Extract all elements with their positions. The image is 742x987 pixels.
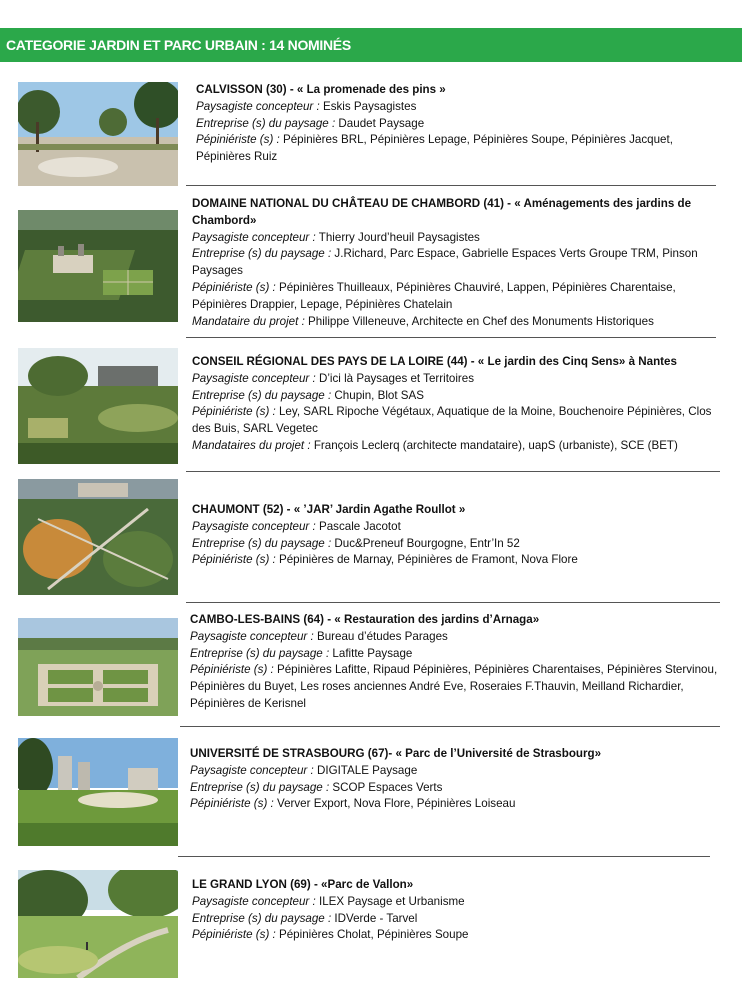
photo-chambord (18, 210, 178, 322)
detail-value: Pépinières de Marnay, Pépinières de Framont, Nova Flore (275, 553, 578, 567)
separator-line (178, 856, 710, 857)
detail-value: D’ici là Paysages et Territoires (315, 371, 475, 385)
detail-label: Entreprise (s) du paysage : (192, 388, 332, 402)
detail-label: Paysagiste concepteur : (192, 894, 316, 908)
entry-cambo-les-bains (190, 612, 730, 713)
detail-value: Philippe Villeneuve, Architecte en Chef des Monuments Historiques (304, 314, 654, 328)
photo-strasbourg (18, 738, 178, 846)
detail-label: Entreprise (s) du paysage : (192, 247, 332, 261)
entry-detail (192, 438, 722, 455)
entry-detail (190, 629, 730, 646)
detail-label: Pépiniériste (s) : (192, 405, 276, 419)
detail-label: Paysagiste concepteur : (192, 371, 316, 385)
entry-detail (196, 116, 726, 133)
entry-detail (190, 662, 730, 712)
entry-detail (190, 763, 730, 780)
separator-line (186, 185, 716, 186)
entry-title: CALVISSON (30) - « La promenade des pins » (196, 83, 446, 96)
entry-detail (192, 519, 722, 536)
entry-detail (192, 404, 722, 438)
photo-grand-lyon (18, 870, 178, 978)
photo-calvisson (18, 82, 178, 186)
category-title: CATEGORIE JARDIN ET PARC URBAIN : 14 NOMINÉS (6, 37, 351, 53)
detail-value: Pépinières Cholat, Pépinières Soupe (275, 928, 469, 942)
detail-label: Paysagiste concepteur : (192, 230, 316, 244)
photo-chaumont (18, 479, 178, 595)
detail-value: SCOP Espaces Verts (329, 780, 443, 794)
separator-line (186, 602, 720, 603)
detail-value: Lafitte Paysage (329, 646, 413, 660)
entry-title: DOMAINE NATIONAL DU CHÂTEAU DE CHAMBORD (41) - « Aménagements des jardins de Chambord» (192, 197, 692, 227)
detail-label: Entreprise (s) du paysage : (192, 536, 332, 550)
entry-title: CHAUMONT (52) - « ’JAR’ Jardin Agathe Roullot » (192, 503, 466, 516)
entry-title: CONSEIL RÉGIONAL DES PAYS DE LA LOIRE (44) - « Le jardin des Cinq Sens» à Nantes (192, 355, 677, 368)
entry-detail (192, 280, 722, 314)
detail-label: Pépiniériste (s) : (196, 133, 280, 147)
entry-chaumont (192, 502, 722, 569)
detail-label: Pépiniériste (s) : (192, 928, 276, 942)
detail-value: Bureau d’études Parages (313, 629, 448, 643)
detail-value: Duc&Preneuf Bourgogne, Entr’In 52 (331, 536, 520, 550)
detail-label: Paysagiste concepteur : (196, 99, 320, 113)
entry-calvisson (196, 82, 726, 166)
detail-label: Mandataire du projet : (192, 314, 305, 328)
detail-label: Pépiniériste (s) : (190, 797, 274, 811)
detail-label: Mandataires du projet : (192, 438, 311, 452)
separator-line (186, 471, 720, 472)
detail-value: DIGITALE Paysage (313, 763, 418, 777)
detail-value: François Leclerq (architecte mandataire), uapS (urbaniste), SCE (BET) (310, 438, 678, 452)
entry-detail (192, 911, 722, 928)
entry-title: UNIVERSITÉ DE STRASBOURG (67)- « Parc de l’Université de Strasbourg» (190, 747, 602, 760)
entry-detail (192, 230, 722, 247)
entry-detail (190, 646, 730, 663)
detail-label: Entreprise (s) du paysage : (190, 646, 330, 660)
detail-value: Verver Export, Nova Flore, Pépinières Loiseau (273, 797, 516, 811)
entry-detail (192, 894, 722, 911)
entry-detail (190, 796, 730, 813)
entry-detail (192, 314, 722, 331)
detail-value: Thierry Jourd’heuil Paysagistes (315, 230, 480, 244)
separator-line (186, 337, 716, 338)
detail-value: J.Richard, Parc Espace, Gabrielle Espaces Verts Groupe TRM, Pinson Paysages (192, 247, 698, 278)
detail-label: Entreprise (s) du paysage : (196, 116, 336, 130)
detail-value: IDVerde - Tarvel (331, 911, 418, 925)
detail-label: Paysagiste concepteur : (190, 629, 314, 643)
detail-value: Pépinières Lafitte, Ripaud Pépinières, Pépinières Charentaises, Pépinières Stervinou, Pépinières du Buyet, Les roses anciennes André Eve, Roseraies F.Thauvin, Meilland Richardier, Pépinières de Kerisnel (190, 663, 718, 710)
entry-detail (192, 246, 722, 280)
entry-chambord (192, 196, 722, 330)
entry-title: CAMBO-LES-BAINS (64) - « Restauration des jardins d’Arnaga» (190, 613, 540, 626)
entry-detail (192, 536, 722, 553)
entry-detail (196, 99, 726, 116)
detail-label: Entreprise (s) du paysage : (192, 911, 332, 925)
detail-value: ILEX Paysage et Urbanisme (315, 894, 465, 908)
separator-line (180, 726, 720, 727)
detail-value: Eskis Paysagistes (319, 99, 417, 113)
detail-value: Pascale Jacotot (315, 519, 401, 533)
detail-value: Daudet Paysage (335, 116, 425, 130)
entry-detail (192, 552, 722, 569)
entry-pays-de-la-loire (192, 354, 722, 455)
detail-label: Paysagiste concepteur : (192, 519, 316, 533)
detail-label: Paysagiste concepteur : (190, 763, 314, 777)
photo-cambo-les-bains (18, 618, 178, 716)
detail-label: Pépiniériste (s) : (192, 553, 276, 567)
entry-title: LE GRAND LYON (69) - «Parc de Vallon» (192, 878, 414, 891)
entry-grand-lyon (192, 877, 722, 944)
detail-label: Pépiniériste (s) : (192, 280, 276, 294)
entry-detail (192, 371, 722, 388)
entry-strasbourg (190, 746, 730, 813)
entry-detail (190, 780, 730, 797)
detail-value: Chupin, Blot SAS (331, 388, 425, 402)
entry-detail (196, 132, 726, 166)
detail-value: Pépinières Thuilleaux, Pépinières Chauviré, Lappen, Pépinières Charentaise, Pépinières Drappier, Lepage, Pépinières Chatelain (192, 280, 676, 311)
detail-label: Entreprise (s) du paysage : (190, 780, 330, 794)
category-banner (0, 28, 742, 62)
detail-label: Pépiniériste (s) : (190, 663, 274, 677)
photo-pays-de-la-loire (18, 348, 178, 464)
detail-value: Ley, SARL Ripoche Végétaux, Aquatique de la Moine, Bouchenoire Pépinières, Clos des Buis, SARL Vegetec (192, 405, 712, 436)
entry-detail (192, 388, 722, 405)
detail-value: Pépinières BRL, Pépinières Lepage, Pépinières Soupe, Pépinières Jacquet, Pépinières Ruiz (196, 133, 673, 164)
entry-detail (192, 927, 722, 944)
